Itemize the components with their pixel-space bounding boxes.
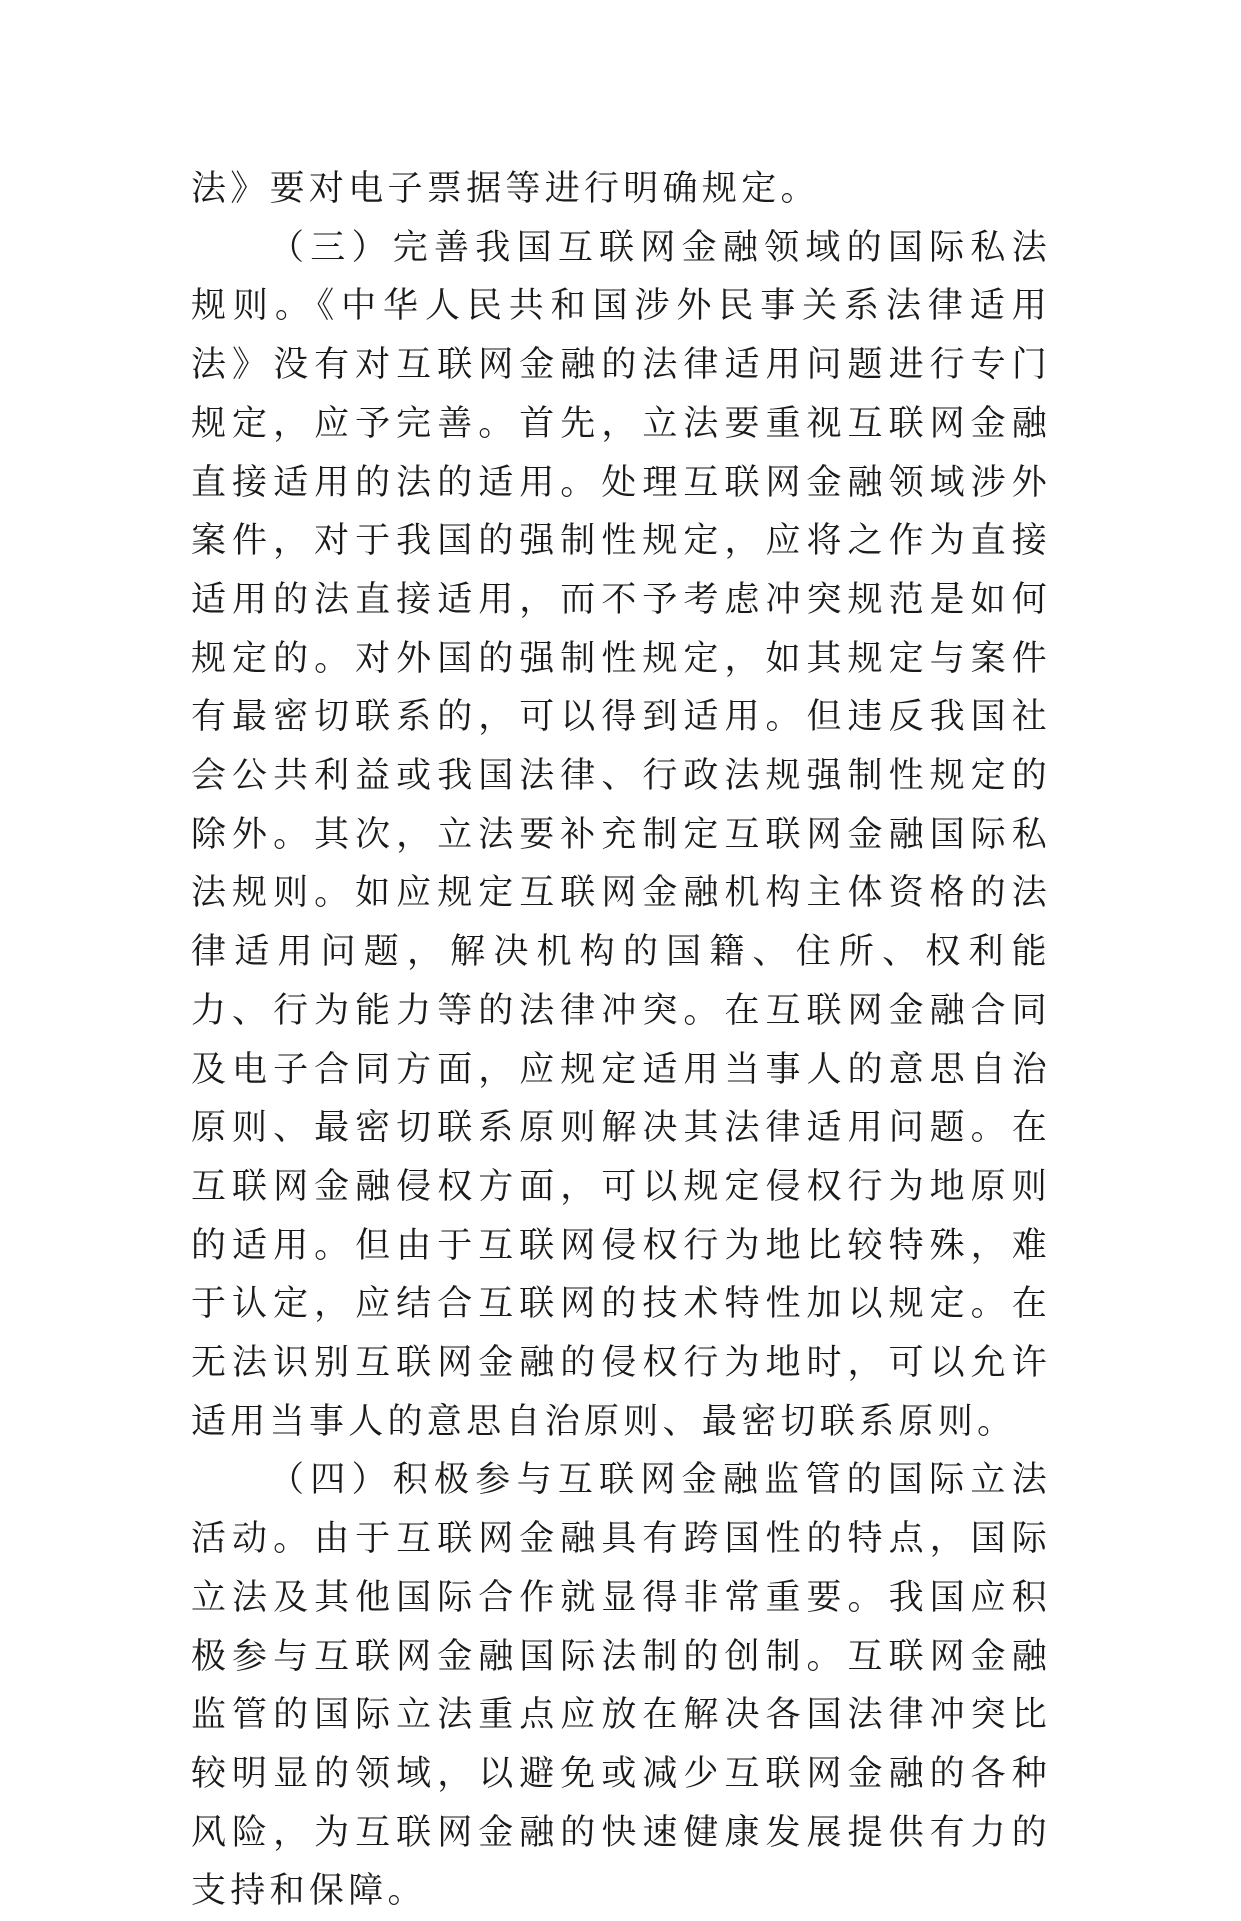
paragraph-section-3: （三）完善我国互联网金融领域的国际私法规则。《中华人民共和国涉外民事关系法律适用法》没有对互联网金融的法律适用问题进行专门规定，应予完善。首先，立法要重视互联网金融直接适用的法的适用。处理互联网金融领域涉外案件，对于我国的强制性规定，应将之作为直接适用的法直接适用，而不予考虑冲突规范是如何规定的。对外国的强制性规定，如其规定与案件有最密切联系的，可以得到适用。但违反我国社会公共利益或我国法律、行政法规强制性规定的除外。其次，立法要补充制定互联网金融国际私法规则。如应规定互联网金融机构主体资格的法律适用问题，解决机构的国籍、住所、权利能力、行为能力等的法律冲突。在互联网金融合同及电子合同方面，应规定适用当事人的意思自治原则、最密切联系原则解决其法律适用问题。在互联网金融侵权方面，可以规定侵权行为地原则的适用。但由于互联网侵权行为地比较特殊，难于认定，应结合互联网的技术特性加以规定。在无法识别互联网金融的侵权行为地时，可以允许适用当事人的意思自治原则、最密切联系原则。 (191, 227, 1051, 1442)
paragraph-continuation: 法》要对电子票据等进行明确规定。 (191, 169, 820, 209)
paragraph-section-4: （四）积极参与互联网金融监管的国际立法活动。由于互联网金融具有跨国性的特点，国际立法及其他国际合作就显得非常重要。我国应积极参与互联网金融国际法制的创制。互联网金融监管的国际立法重点应放在解决各国法律冲突比较明显的领域，以避免或减少互联网金融的各种风险，为互联网金融的快速健康发展提供有力的支持和保障。 (191, 1460, 1051, 1912)
body-text (191, 160, 1051, 1921)
